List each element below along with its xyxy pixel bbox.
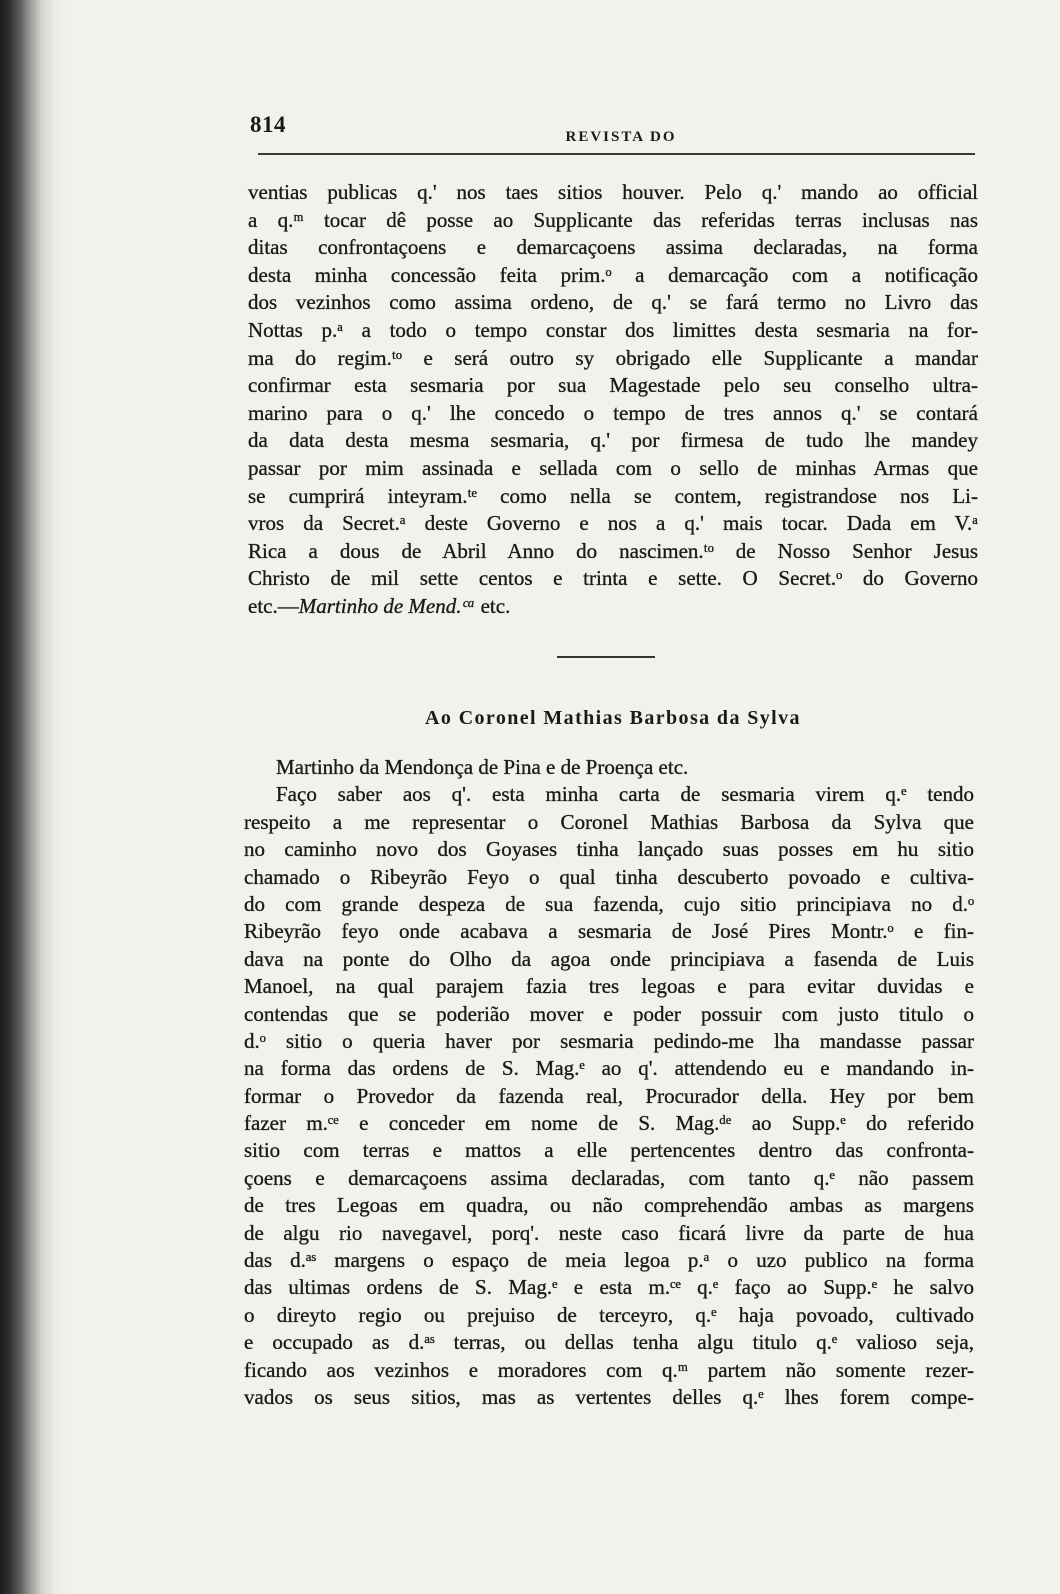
text-line: confirmar esta sesmaria por sua Magestade pelo seu conselho ultra-: [248, 373, 978, 398]
text-line: no caminho novo dos Goyases tinha lançado suas posses em hu sitio: [244, 837, 974, 862]
text-line: passar por mim assinada e sellada com o sello de minhas Armas que: [248, 455, 978, 480]
text-line: çoens e demarcaçoens assima declaradas, com tanto q.ᵉ não passem: [244, 1165, 974, 1190]
closing-line: [248, 593, 978, 621]
text-line: chamado o Ribeyrão Feyo o qual tinha descuberto povoado e cultiva-: [244, 864, 974, 889]
section-divider: [557, 656, 655, 658]
text-line: Manoel, na qual parajem fazia tres legoas e para evitar duvidas e: [244, 974, 974, 999]
text-line: ditas confrontaçoens e demarcaçoens assima declaradas, na forma: [248, 235, 978, 260]
text-line: das ultimas ordens de S. Mag.ᵉ e esta m.ᶜᵉ q.ᵉ faço ao Supp.ᵉ he salvo: [244, 1275, 974, 1300]
text-line: vados os seus sitios, mas as vertentes delles q.ᵉ lhes forem compe-: [244, 1384, 974, 1409]
closing-prefix: etc.—: [248, 593, 299, 618]
text-line: Rica a dous de Abril Anno do nascimen.ᵗᵒ de Nosso Senhor Jesus: [248, 538, 978, 563]
text-line: fazer m.ᶜᵉ e conceder em nome de S. Mag.ᵈᵉ ao Supp.ᵉ do referido: [244, 1111, 974, 1136]
text-line: a q.ᵐ tocar dê posse ao Supplicante das referidas terras inclusas nas: [248, 207, 978, 232]
closing-suffix: etc.: [475, 593, 511, 618]
text-line: dava na ponte do Olho da agoa onde principiava a fasenda de Luis: [244, 946, 974, 971]
text-line: Faço saber aos q'. esta minha carta de sesmaria virem q.ᵉ tendo: [276, 782, 974, 807]
text-line: ventias publicas q.' nos taes sitios houver. Pelo q.' mando ao official: [248, 180, 978, 204]
text-block-top: [248, 179, 978, 621]
text-line: de tres Legoas em quadra, ou não comprehendão ambas as margens: [244, 1193, 974, 1218]
header-rule: [258, 153, 975, 155]
text-line: Ribeyrão feyo onde acabava a sesmaria de José Pires Montr.ᵒ e fin-: [244, 919, 974, 944]
text-line: respeito a me representar o Coronel Mathias Barbosa da Sylva que: [244, 809, 974, 834]
text-line: marino para o q.' lhe concedo o tempo de tres annos q.' se contará: [248, 400, 978, 425]
text-line: formar o Provedor da fazenda real, Procurador della. Hey por bem: [244, 1083, 974, 1108]
text-line: da data desta mesma sesmaria, q.' por firmesa de tudo lhe mandey: [248, 428, 978, 453]
text-line: desta minha concessão feita prim.ᵒ a demarcação com a notificação: [248, 262, 978, 287]
text-line: ma do regim.ᵗᵒ e será outro sy obrigado elle Supplicante a mandar: [248, 345, 978, 370]
text-line: Christo de mil sette centos e trinta e sette. O Secret.ᵒ do Governo: [248, 566, 978, 591]
text-line: vros da Secret.ᵃ deste Governo e nos a q.' mais tocar. Dada em V.ᵃ: [248, 511, 978, 536]
text-line: ficando aos vezinhos e moradores com q.ᵐ partem não somente rezer-: [244, 1357, 974, 1382]
text-line: na forma das ordens de S. Mag.ᵉ ao q'. attendendo eu e mandando in-: [244, 1056, 974, 1081]
text-line: e occupado as d.ᵃˢ terras, ou dellas tenha algu titulo q.ᵉ valioso seja,: [244, 1330, 974, 1355]
section-title: Ao Coronel Mathias Barbosa da Sylva: [425, 707, 801, 729]
signature-name: Martinho de Mend.ᶜᵃ: [298, 593, 476, 618]
text-line: o direyto regio ou prejuiso de terceyro, q.ᵉ haja povoado, cultivado: [244, 1302, 974, 1327]
text-line: Martinho da Mendonça de Pina e de Proença etc.: [276, 755, 689, 779]
text-line: do com grande despeza de sua fazenda, cujo sitio principiava no d.ᵒ: [244, 891, 974, 916]
text-line: sitio com terras e mattos a elle pertencentes dentro das confronta-: [244, 1138, 974, 1163]
page-number: 814: [250, 112, 286, 137]
text-line: contendas que se poderião mover e poder possuir com justo titulo o: [244, 1001, 974, 1026]
text-block-bottom: [244, 754, 974, 1411]
text-line: d.ᵒ sitio o queria haver por sesmaria pedindo-me lha mandasse passar: [244, 1028, 974, 1053]
text-line: dos vezinhos como assima ordeno, de q.' se fará termo no Livro das: [248, 290, 978, 315]
text-line: das d.ᵃˢ margens o espaço de meia legoa p.ᵃ o uzo publico na forma: [244, 1248, 974, 1273]
text-line: se cumprirá inteyram.ᵗᵉ como nella se contem, registrandose nos Li-: [248, 483, 978, 508]
text-line: Nottas p.ᵃ a todo o tempo constar dos limittes desta sesmaria na for-: [248, 317, 978, 342]
running-title: REVISTA DO: [565, 129, 677, 145]
text-line: de algu rio navegavel, porq'. neste caso ficará livre da parte de hua: [244, 1220, 974, 1245]
